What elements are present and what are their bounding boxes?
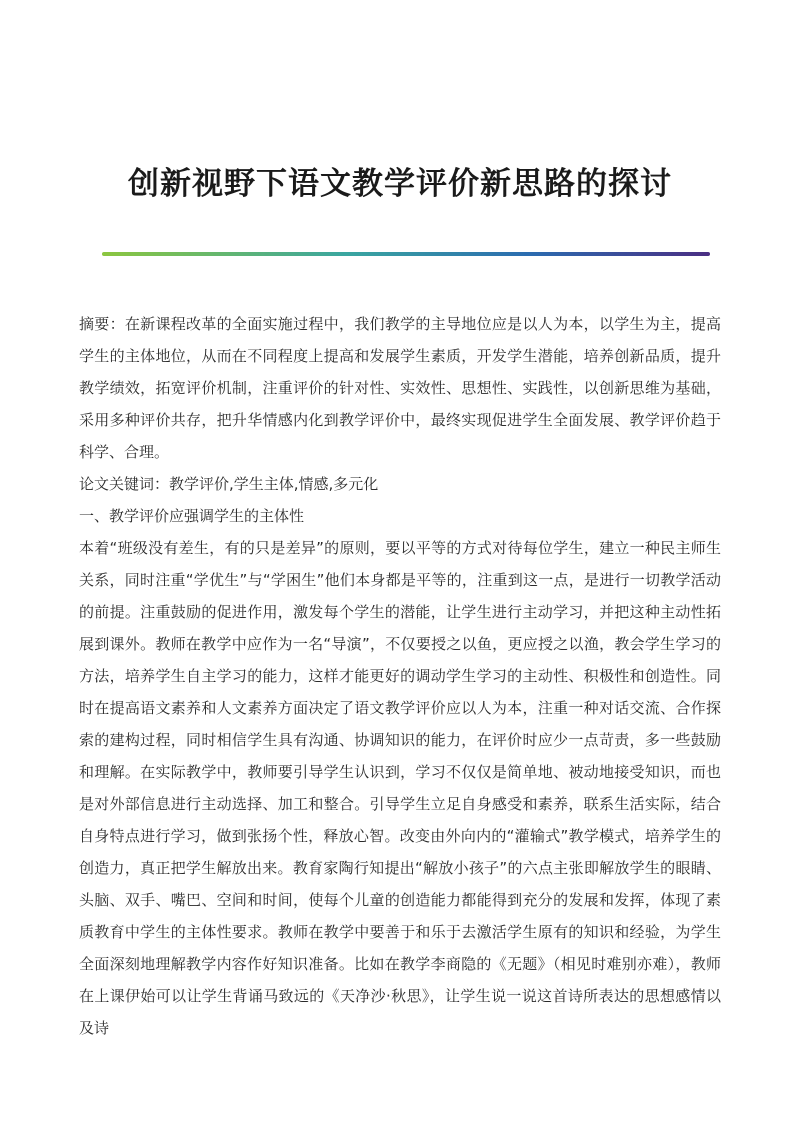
title-divider bbox=[102, 252, 710, 256]
body-paragraph: 本着“班级没有差生，有的只是差异”的原则，要以平等的方式对待每位学生，建立一种民主师生关系，同时注重“学优生”与“学困生”他们本身都是平等的，注重到这一点，是进行一切教学活动的前提。注重鼓励的促进作用，激发每个学生的潜能，让学生进行主动学习，并把这种主动性拓展到课外。教师在教学中应作为一名“导演”，不仅要授之以鱼，更应授之以渔，教会学生学习的方法，培养学生自主学习的能力，这样才能更好的调动学生学习的主动性、积极性和创造性。同时在提高语文素养和人文素养方面决定了语文教学评价应以人为本，注重一种对话交流、合作探索的建构过程，同时相信学生具有沟通、协调知识的能力，在评价时应少一点苛责，多一些鼓励和理解。在实际教学中，教师要引导学生认识到，学习不仅仅是简单地、被动地接受知识，而也是对外部信息进行主动选择、加工和整合。引导学生立足自身感受和素养，联系生活实际，结合自身特点进行学习，做到张扬个性，释放心智。改变由外向内的“灌输式”教学模式，培养学生的创造力，真正把学生解放出来。教育家陶行知提出“解放小孩子”的六点主张即解放学生的眼睛、头脑、双手、嘴巴、空间和时间，使每个儿童的创造能力都能得到充分的发展和发挥，体现了素质教育中学生的主体性要求。教师在教学中要善于和乐于去激活学生原有的知识和经验，为学生全面深刻地理解教学内容作好知识准备。比如在教学李商隐的《无题》（相见时难别亦难），教师在上课伊始可以让学生背诵马致远的《天净沙·秋思》，让学生说一说这首诗所表达的思想感情以及诗 bbox=[79, 539, 721, 1037]
keywords-line: 论文关键词：教学评价,学生主体,情感,多元化 bbox=[79, 475, 379, 493]
document-title: 创新视野下语文教学评价新思路的探讨 bbox=[128, 166, 672, 202]
section-heading: 一、教学评价应强调学生的主体性 bbox=[79, 507, 305, 525]
abstract-paragraph: 摘要：在新课程改革的全面实施过程中，我们教学的主导地位应是以人为本，以学生为主，提高学生的主体地位，从而在不同程度上提高和发展学生素质，开发学生潜能，培养创新品质，提升教学绩效，拓宽评价机制，注重评价的针对性、实效性、思想性、实践性，以创新思维为基础，采用多种评价共存，把升华情感内化到教学评价中，最终实现促进学生全面发展、教学评价趋于科学、合理。 bbox=[79, 315, 721, 461]
document-body bbox=[79, 308, 721, 1044]
